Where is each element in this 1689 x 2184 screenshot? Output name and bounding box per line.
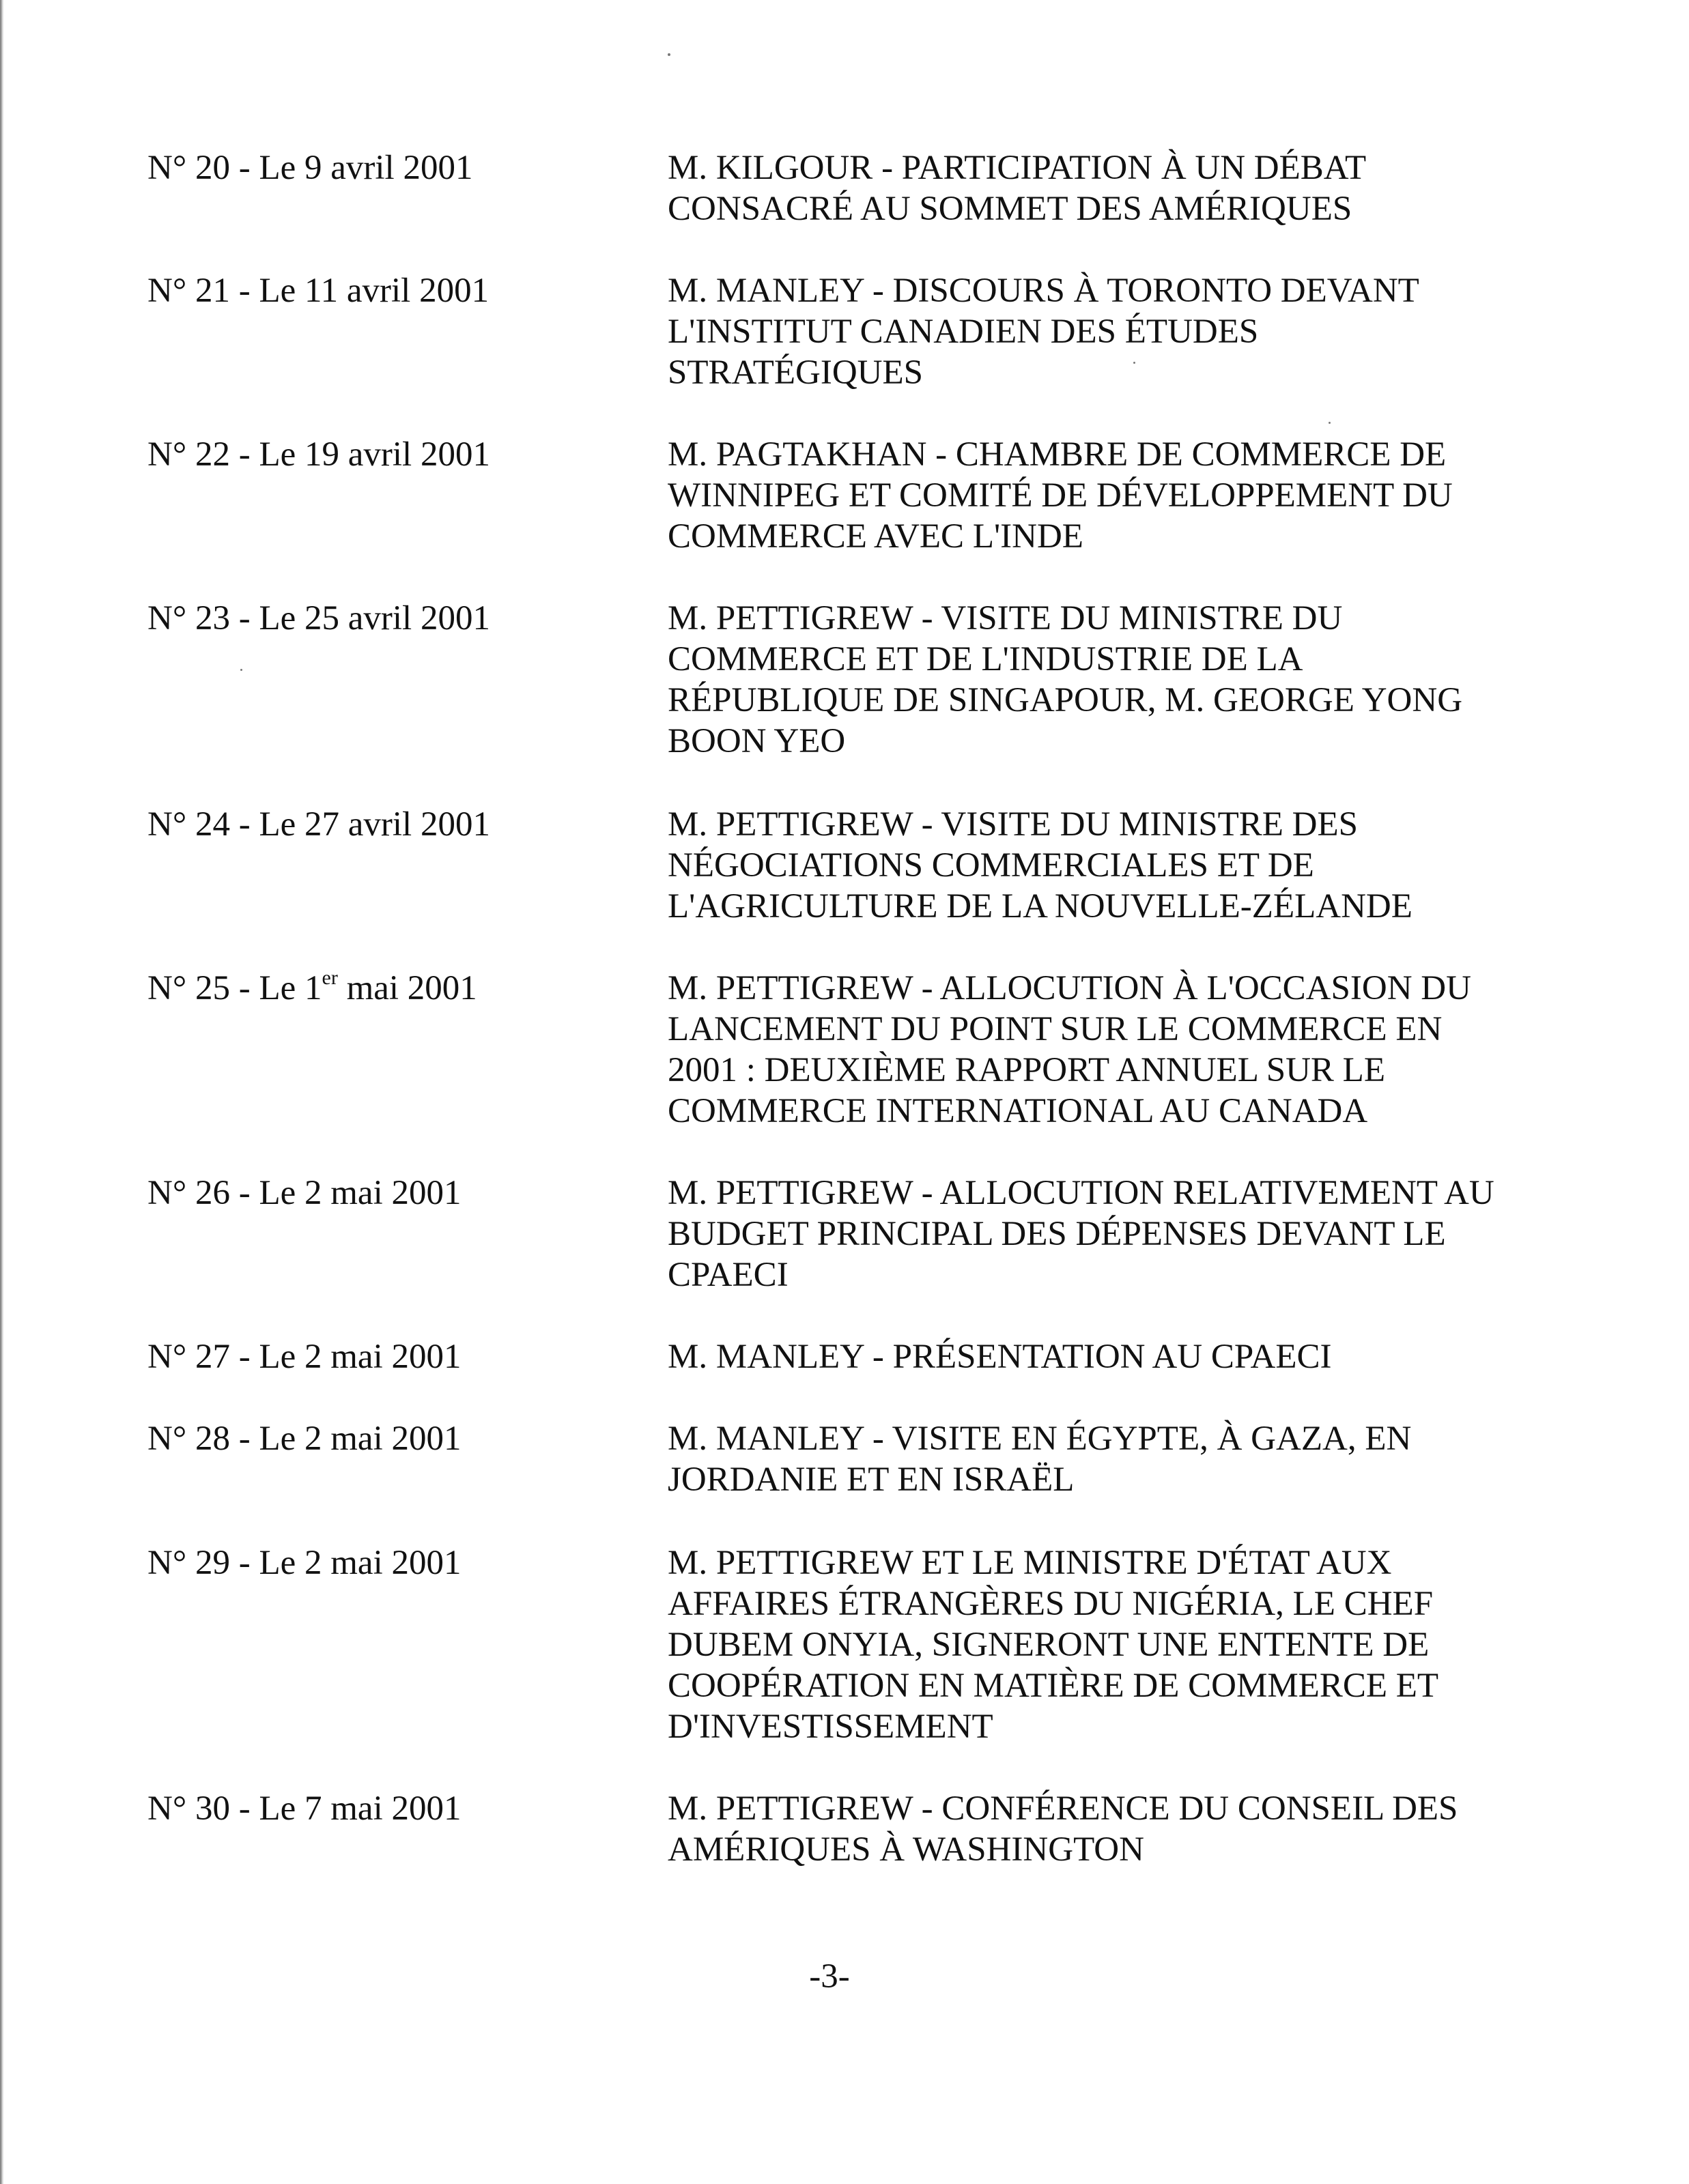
entry-date-text: mai 2001 <box>337 969 477 1007</box>
entry-title <box>668 598 1555 762</box>
entry-date-text: - Le 2 mai 2001 <box>229 1420 462 1458</box>
entry-title <box>668 147 1555 229</box>
entry-number: N° 22 <box>147 435 230 474</box>
entry-title-line: L'INSTITUT CANADIEN DES ÉTUDES <box>668 313 1259 351</box>
entry-title-line: CONSACRÉ AU SOMMET DES AMÉRIQUES <box>668 190 1352 228</box>
entry-title-line: COMMERCE ET DE L'INDUSTRIE DE LA <box>668 640 1303 678</box>
entry-title-line: AFFAIRES ÉTRANGÈRES DU NIGÉRIA, LE CHEF <box>668 1585 1434 1623</box>
entry-title-line: DUBEM ONYIA, SIGNERONT UNE ENTENTE DE <box>668 1626 1430 1664</box>
entry-title-line: M. PETTIGREW - VISITE DU MINISTRE DU <box>668 599 1343 637</box>
entry-number: N° 29 <box>147 1544 230 1582</box>
entry-title <box>668 1788 1555 1870</box>
scan-edge-artifact <box>0 0 4 2184</box>
entry-date-text: - Le 2 mai 2001 <box>229 1174 462 1212</box>
entry-title-line: STRATÉGIQUES <box>668 354 924 392</box>
entry-date-text: - Le 25 avril 2001 <box>229 599 490 637</box>
entry-title-line: CPAECI <box>668 1256 789 1294</box>
entry-title <box>668 804 1555 927</box>
entry-title-line: AMÉRIQUES À WASHINGTON <box>668 1830 1144 1869</box>
entry-number: N° 27 <box>147 1338 230 1376</box>
entry-title <box>668 270 1555 393</box>
entry-date <box>147 968 625 1009</box>
entry-title <box>668 434 1555 557</box>
scan-speck <box>240 669 242 671</box>
entry-date-text: - Le 2 mai 2001 <box>229 1544 462 1582</box>
entry-number: N° 20 <box>147 149 230 187</box>
entry-title-line: COOPÉRATION EN MATIÈRE DE COMMERCE ET <box>668 1667 1439 1705</box>
entry-title-line: M. PAGTAKHAN - CHAMBRE DE COMMERCE DE <box>668 435 1447 474</box>
entry-title-line: LANCEMENT DU POINT SUR LE COMMERCE EN <box>668 1010 1443 1048</box>
scan-speck <box>668 53 670 56</box>
entry-title-line: M. MANLEY - VISITE EN ÉGYPTE, À GAZA, EN <box>668 1420 1412 1458</box>
entry-title <box>668 1173 1555 1295</box>
entry-title-line: JORDANIE ET EN ISRAËL <box>668 1461 1075 1499</box>
entry-number: N° 25 <box>147 969 230 1007</box>
entry-number: N° 21 <box>147 272 230 310</box>
entry-title-line: RÉPUBLIQUE DE SINGAPOUR, M. GEORGE YONG <box>668 681 1463 719</box>
entry-title-line: M. PETTIGREW - ALLOCUTION RELATIVEMENT AU <box>668 1174 1494 1212</box>
entry-date <box>147 270 625 311</box>
entry-date-text: - Le 9 avril 2001 <box>229 149 473 187</box>
entry-date-text: - Le 11 avril 2001 <box>229 272 489 310</box>
entry-title <box>668 968 1555 1132</box>
entry-date-text: - Le 1 <box>229 969 322 1007</box>
entry-title-line: L'AGRICULTURE DE LA NOUVELLE-ZÉLANDE <box>668 887 1413 925</box>
entry-title-line: M. PETTIGREW ET LE MINISTRE D'ÉTAT AUX <box>668 1544 1392 1582</box>
entry-number: N° 23 <box>147 599 230 637</box>
entry-date <box>147 1542 625 1583</box>
entry-title-line: 2001 : DEUXIÈME RAPPORT ANNUEL SUR LE <box>668 1051 1385 1089</box>
entry-title-line: D'INVESTISSEMENT <box>668 1708 993 1746</box>
entry-number: N° 28 <box>147 1420 230 1458</box>
entry-date-text: - Le 2 mai 2001 <box>229 1338 462 1376</box>
entry-title <box>668 1418 1555 1500</box>
entry-date <box>147 1788 625 1829</box>
entry-date-text: - Le 7 mai 2001 <box>229 1790 462 1828</box>
entry-title-line: M. KILGOUR - PARTICIPATION À UN DÉBAT <box>668 149 1367 187</box>
scan-speck <box>1329 422 1331 424</box>
entry-date-text: - Le 27 avril 2001 <box>229 805 490 844</box>
entry-title-line: NÉGOCIATIONS COMMERCIALES ET DE <box>668 846 1314 885</box>
entry-title-line: WINNIPEG ET COMITÉ DE DÉVELOPPEMENT DU <box>668 476 1453 515</box>
entry-title-line: COMMERCE INTERNATIONAL AU CANADA <box>668 1092 1368 1130</box>
entry-date <box>147 804 625 845</box>
entry-date <box>147 434 625 475</box>
entry-number: N° 26 <box>147 1174 230 1212</box>
entry-date-text: - Le 19 avril 2001 <box>229 435 490 474</box>
entry-title <box>668 1336 1555 1377</box>
entry-title-line: M. PETTIGREW - VISITE DU MINISTRE DES <box>668 805 1358 844</box>
entry-title-line: BOON YEO <box>668 722 846 760</box>
entry-title-line: BUDGET PRINCIPAL DES DÉPENSES DEVANT LE <box>668 1215 1446 1253</box>
entry-title-line: M. MANLEY - DISCOURS À TORONTO DEVANT <box>668 272 1419 310</box>
entry-date <box>147 1336 625 1377</box>
page-number: -3- <box>809 1957 850 1996</box>
entry-title-line: COMMERCE AVEC L'INDE <box>668 517 1083 556</box>
entry-date-superscript: er <box>322 966 338 989</box>
entry-date <box>147 147 625 188</box>
entry-date <box>147 1418 625 1459</box>
entry-title-line: M. PETTIGREW - ALLOCUTION À L'OCCASION DU <box>668 969 1471 1007</box>
entry-date <box>147 1173 625 1213</box>
entry-title-line: M. PETTIGREW - CONFÉRENCE DU CONSEIL DES <box>668 1790 1458 1828</box>
entry-date <box>147 598 625 639</box>
entry-number: N° 24 <box>147 805 230 844</box>
entry-number: N° 30 <box>147 1790 230 1828</box>
entry-title <box>668 1542 1555 1747</box>
entry-title-line: M. MANLEY - PRÉSENTATION AU CPAECI <box>668 1338 1332 1376</box>
